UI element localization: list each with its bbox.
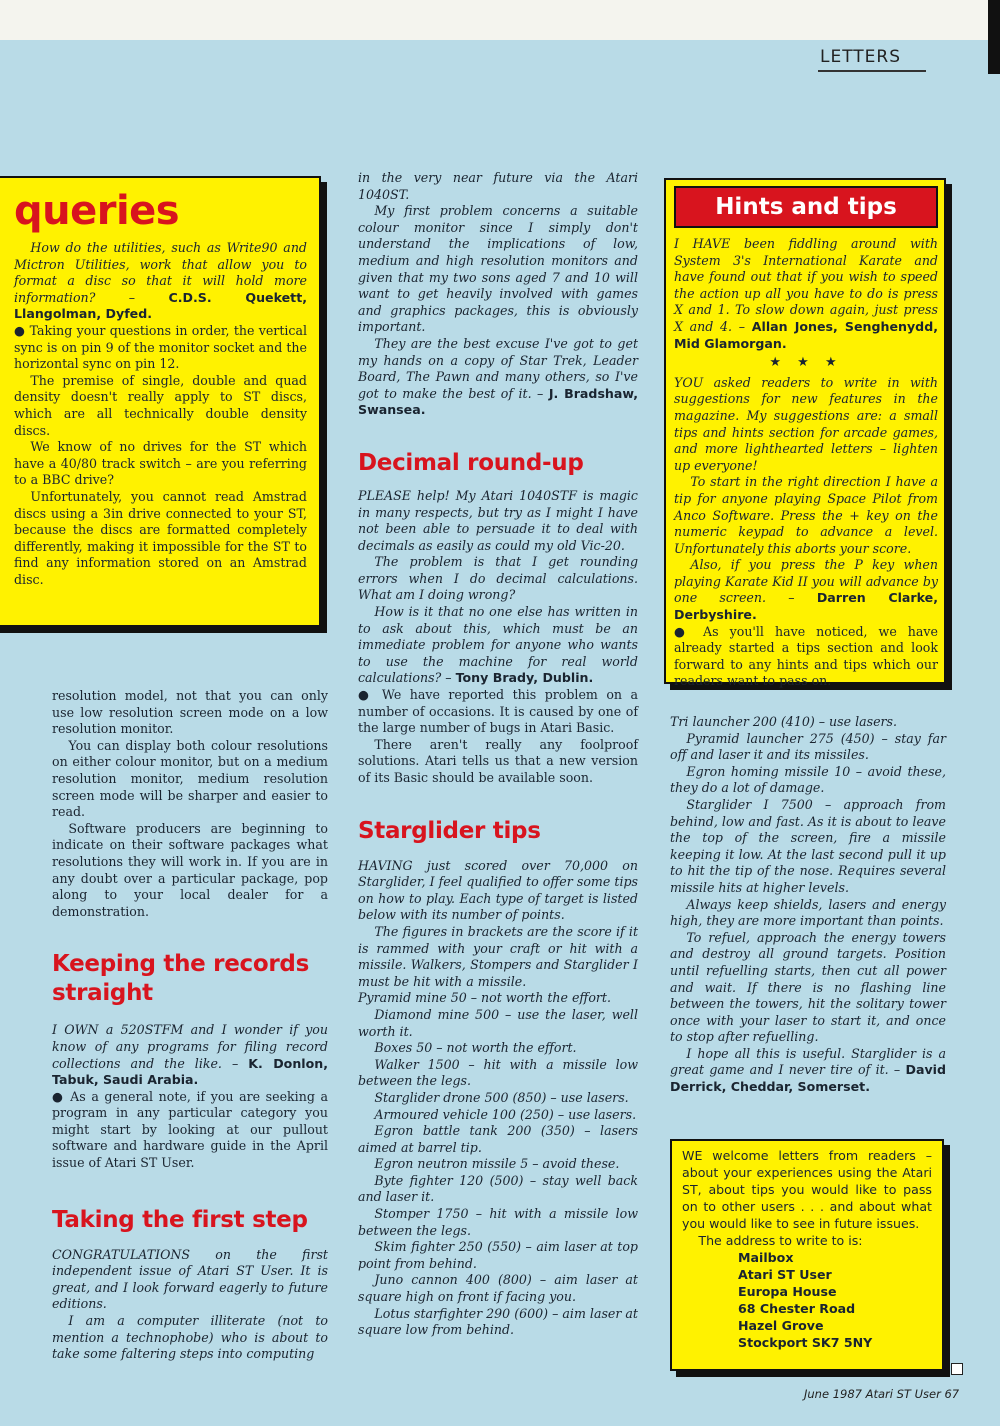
section-label: LETTERS (820, 47, 902, 67)
queries-question: How do the utilities, such as Write90 and Mictron Utilities, work that allow you to format a disc so that it will hold more information? – C.D.S. Quekett, Llangolman, Dyfed. (14, 240, 307, 322)
welcome-p1: WE welcome letters from readers – about your experiences using the Atari ST, about tips you would like to pass on to other users . . . and about what you would like to see in future issues. (682, 1148, 932, 1231)
queries-answer-2: The premise of single, double and quad density doesn't really apply to ST discs, which are all technically double density discs. (14, 372, 307, 438)
starglider-p4: To refuel, approach the energy towers and destroy all ground targets. Position until refuelling starts, then cut all power and wait. If there is no flashing line between the towers, hit the solitary tower once with your laser to start it, and once to stop after refuelling. (670, 929, 946, 1045)
decimal-p1: PLEASE help! My Atari 1040STF is magic in many respects, but try as I might I have not been able to persuade it to deal with decimals as easily as could my old Vic-20. (358, 487, 638, 553)
decimal-reply-1: ● We have reported this problem on a number of occasions. It is caused by one of the large number of bugs in Atari Basic. (358, 687, 638, 736)
records-letter: I OWN a 520STFM and I wonder if you know of any programs for filing record collections and the like. – K. Donlon, Tabuk, Saudi Arabia. (52, 1022, 329, 1088)
hints-title: Hints and tips (674, 186, 938, 228)
starglider-tip: Starglider I 7500 – approach from behind, low and fast. As it is about to leave the top of the screen, fire a missile keeping it low. At the last second pull it up to hit the tip of the nose. Requires several missile hits at higher levels. (670, 796, 946, 895)
address-line: Stockport SK7 5NY (738, 1335, 873, 1350)
decimal-title: Decimal round-up (358, 449, 584, 476)
resolution-p1: resolution model, not that you can only use low resolution screen mode on a low resolution monitor. (52, 688, 328, 737)
starglider-tip: Skim fighter 250 (550) – aim laser at top point from behind. (358, 1239, 638, 1271)
hints-p3: To start in the right direction I have a tip for anyone playing Space Pilot from Anco Software. Press the + key on the numeric keypad to advance a level. Unfortunately this aborts your score. (674, 474, 938, 556)
hints-p4: Also, if you press the P key when playing Karate Kid II you will advance by one screen. – Darren Clarke, Derbyshire. (674, 557, 938, 623)
hints-p2: YOU asked readers to write in with suggestions for new features in the magazine. My suggestions are: a small tips and hints section for arcade games, and more lighthearted letters – lighten up everyone! (674, 374, 938, 473)
starglider-tip: Diamond mine 500 – use the laser, well worth it. (358, 1006, 638, 1039)
address-line: Atari ST User (738, 1267, 832, 1282)
resolution-p3: Software producers are beginning to indicate on their software packages what resolutions they will work in. If you are in any doubt over a particular package, pop along to your local dealer for a demonstration. (52, 820, 328, 919)
starglider-p1: HAVING just scored over 70,000 on Starglider, I feel qualified to offer some tips on how to play. Each type of target is listed below with its number of points. (358, 857, 638, 923)
first-step-p2: I am a computer illiterate (not to mention a technophobe) who is about to take some faltering steps into computing (52, 1313, 328, 1362)
address-line: Mailbox (738, 1250, 794, 1265)
queries-title: queries (14, 188, 180, 234)
starglider-tip: Lotus starfighter 290 (600) – aim laser at square low from behind. (358, 1305, 638, 1338)
starglider-tip: Starglider drone 500 (850) – use lasers. (374, 1089, 629, 1105)
welcome-box (670, 1139, 944, 1371)
starglider-tip: Stomper 1750 – hit with a missile low between the legs. (358, 1206, 638, 1238)
page-footer: June 1987 Atari ST User 67 (804, 1387, 960, 1401)
starglider-p2: The figures in brackets are the score if it is rammed with your craft or hit with a missile. Walkers, Stompers and Starglider I must be hit with a missile. (358, 923, 638, 989)
starglider-tip: Pyramid mine 50 – not worth the effort. (358, 990, 612, 1006)
address-line: Hazel Grove (738, 1318, 824, 1333)
hints-box (664, 178, 946, 689)
header-rule (818, 70, 926, 72)
first-step-p1: CONGRATULATIONS on the first independent issue of Atari ST User. It is great, and I look forward eagerly to future editions. (52, 1246, 328, 1312)
end-mark (951, 1363, 963, 1375)
decimal-reply-2: There aren't really any foolproof solutions. Atari tells us that a new version of its Basic should be available soon. (358, 736, 638, 785)
records-reply: ● As a general note, if you are seeking a program in any particular category you might start by looking at our pullout software and hardware guide in the April issue of Atari ST User. (52, 1088, 328, 1171)
resolution-p2: You can display both colour resolutions on either colour monitor, but on a medium resolution monitor, medium resolution screen mode will be sharper and easier to read. (52, 737, 328, 820)
starglider-tip: Egron homing missile 10 – avoid these, they do a lot of damage. (670, 763, 946, 796)
starglider-tip: Boxes 50 – not worth the effort. (374, 1040, 577, 1056)
queries-answer-4: Unfortunately, you cannot read Amstrad discs using a 3in drive connected to your ST, because the discs are formatted completely differently, making it impossible for the ST to find any information stored on an Amstrad disc. (14, 488, 307, 587)
section-tab-bar (988, 0, 1000, 74)
starglider-tip: Byte fighter 120 (500) – stay well back and laser it. (358, 1172, 638, 1205)
column-left (52, 688, 328, 1363)
hints-p1: I HAVE been fiddling around with System 3's International Karate and have found out that if you wish to speed the action up all you have to do is press X and 1. To slow down again, just press X and 4. – Allan Jones, Senghenydd, Mid Glamorgan. (674, 236, 938, 351)
starglider-tip: Walker 1500 – hit with a missile low between the legs. (358, 1056, 638, 1089)
starglider-p3: Always keep shields, lasers and energy high, they are more important than points. (670, 896, 946, 929)
address-line: Europa House (738, 1284, 837, 1299)
monitor-p3: They are the best excuse I've got to get my hands on a copy of Star Trek, Leader Board, The Pawn and many others, so I've got to make the best of it. – J. Bradshaw, Swansea. (358, 335, 639, 418)
starglider-title: Starglider tips (358, 817, 541, 844)
address-line: 68 Chester Road (738, 1301, 856, 1316)
monitor-p1: in the very near future via the Atari 1040ST. (358, 170, 638, 202)
queries-answer-3: We know of no drives for the ST which have a 40/80 track switch – are you referring to a BBC drive? (14, 439, 307, 488)
hints-stars: ★ ★ ★ (769, 355, 843, 371)
starglider-tip: Armoured vehicle 100 (250) – use lasers. (374, 1106, 637, 1122)
decimal-p2: The problem is that I get rounding errors when I do decimal calculations. What am I doing wrong? (358, 554, 638, 603)
starglider-tips-list (358, 990, 638, 1338)
starglider-p5: I hope all this is useful. Starglider is a great game and I never tire of it. – David Derrick, Cheddar, Somerset. (670, 1045, 946, 1095)
records-title: Keeping the records straight (52, 951, 309, 1007)
starglider-tip: Pyramid launcher 275 (450) – stay far off and laser it and its missiles. (670, 730, 946, 763)
welcome-p2: The address to write to is: (698, 1233, 863, 1248)
hints-reply: ● As you'll have noticed, we have already started a tips section and look forward to any hints and tips which our readers want to pass on. (674, 623, 938, 689)
column-middle (358, 170, 638, 1339)
column-right (670, 714, 946, 1096)
queries-answer-1: ● Taking your questions in order, the vertical sync is on pin 9 of the monitor socket and the horizontal sync on pin 12. (14, 322, 307, 372)
starglider-tip: Egron battle tank 200 (350) – lasers aimed at barrel tip. (358, 1123, 638, 1155)
page-top-edge (0, 0, 1000, 40)
first-step-title: Taking the first step (52, 1206, 308, 1233)
starglider-tip: Juno cannon 400 (800) – aim laser at square high on front if facing you. (358, 1272, 638, 1305)
starglider-tip: Tri launcher 200 (410) – use lasers. (670, 714, 898, 729)
decimal-p3: How is it that no one else has written in to ask about this, which must be an immediate problem for anyone who wants to use the machine for real world calculations? – Tony Brady, Dublin. (358, 604, 638, 686)
monitor-p2: My first problem concerns a suitable colour monitor since I simply don't understand the implications of low, medium and high resolution monitors and given that my two sons aged 7 and 10 will want to get heavily involved with games and graphics packages, this is obviously important. (358, 203, 638, 335)
address-block (682, 1249, 932, 1351)
queries-box (0, 176, 321, 627)
starglider-tip: Egron neutron missile 5 – avoid these. (374, 1156, 620, 1172)
